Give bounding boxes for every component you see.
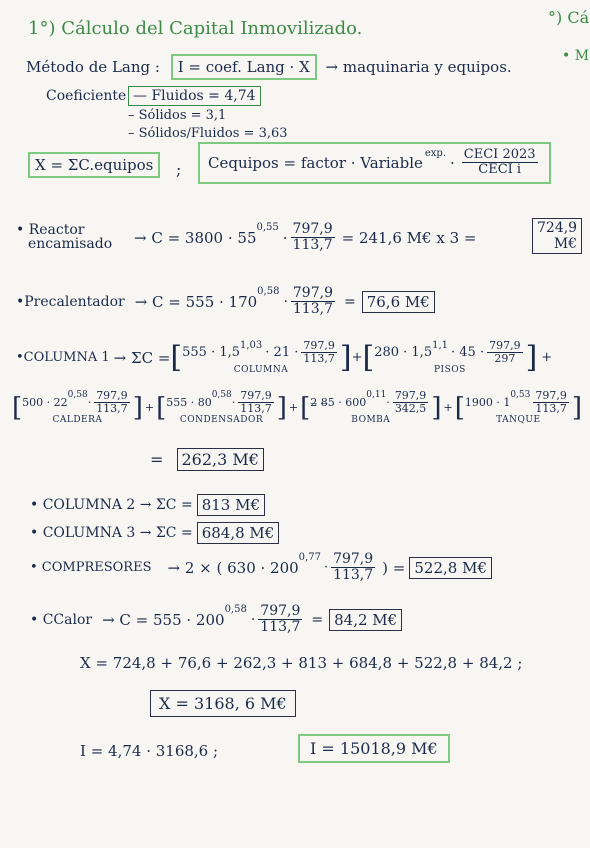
col1-term2-den: 297 — [494, 352, 516, 366]
col1-term3-exp: 0,58 — [67, 390, 88, 400]
reactor-result: = 241,6 M€ x 3 = — [341, 228, 477, 247]
ccalor-num: 797,9 — [260, 603, 301, 619]
col1-term4-label: CONDENSADOR — [179, 415, 264, 426]
col1-term5-exp: 0,11 — [366, 390, 387, 400]
precalentador-eq: = — [343, 293, 356, 310]
edge-note-2: • M — [562, 48, 590, 64]
compresores-name: • COMPRESORES — [30, 560, 152, 576]
precalentador-expr: → C = 555 · 170 — [134, 292, 258, 311]
ccalor-eq: = — [311, 611, 324, 628]
col1-boxed: 262,3 M€ — [177, 448, 264, 471]
reactor-name-2: encamisado — [28, 236, 113, 252]
method-arrow-note: → maquinaria y equipos. — [325, 58, 512, 76]
separator: ; — [176, 160, 182, 179]
ccalor-den: 113,7 — [260, 619, 301, 636]
col1-term6-label: TANQUE — [496, 415, 541, 426]
col2-name: • COLUMNA 2 → ΣC = — [30, 497, 193, 513]
method-row — [26, 54, 512, 80]
col1-term1-exp: 1,03 — [240, 340, 263, 351]
precalentador-boxed: 76,6 M€ — [362, 291, 435, 313]
col1-term4-den: 113,7 — [240, 402, 272, 416]
precalentador-den: 113,7 — [292, 301, 333, 318]
precalentador-name: Precalentador — [24, 293, 125, 310]
compresores-expr: → 2 × ( 630 · 200 — [167, 558, 299, 577]
col1-term6-num: 797,9 — [535, 389, 567, 402]
col1-term1: 555 · 1,5 — [182, 345, 241, 361]
reactor-name-1: • Reactor — [16, 222, 85, 238]
columna1-name: COLUMNA 1 — [23, 350, 110, 366]
col1-term1-num: 797,9 — [303, 339, 335, 352]
exponent-label: exp. — [424, 148, 447, 159]
reactor-calc: → C = 3800 · 55 $^{0,55}$ · $\frac{797,9}{113,7}$ = 241,6 M€ x 3 = — [134, 221, 477, 254]
x-definition-box — [28, 152, 160, 178]
col1-term3-label: CALDERA — [52, 415, 103, 426]
col1-term1-den: 113,7 — [303, 352, 335, 366]
page-title: 1°) Cálculo del Capital Inmovilizado. — [28, 18, 363, 39]
ceci-2023: CECI 2023 — [463, 147, 536, 162]
x-result-box — [150, 690, 296, 717]
col1-term4-num: 797,9 — [240, 389, 272, 402]
col1-plus-2: + — [541, 350, 553, 366]
col2-boxed: 813 M€ — [197, 494, 265, 516]
col1-term5: 2̶ 8̶5 · 600 — [310, 396, 367, 410]
method-label: Método de Lang : — [26, 58, 160, 76]
precalentador-exp: 0,58 — [257, 286, 280, 297]
col1-plus-4: + — [288, 401, 299, 415]
coef-fluids — [128, 86, 261, 106]
x-definition: X = ΣC.equipos — [35, 156, 154, 174]
reactor-exp: 0,55 — [256, 222, 279, 233]
compresores-row: • COMPRESORES → 2 × ( 630 · 200 $^{0,77}$ · $\frac{797,9}{113,7}$ ) = 522,8 M€ — [30, 552, 492, 584]
reactor-num: 797,9 — [292, 221, 333, 237]
col1-term4-exp: 0,58 — [211, 390, 232, 400]
columna3-row — [30, 522, 279, 544]
col1-term1-mid: · 21 · — [265, 345, 299, 361]
col1-eq: = — [150, 450, 164, 469]
reactor-boxed — [532, 218, 582, 254]
col1-term6-exp: 0,53 — [510, 390, 531, 400]
reactor-boxed-unit: M€ — [553, 236, 578, 252]
columna1-row-2: [ 500 · 22 $^{0,58}$ · $\frac{797,9}{113,7}$ CALDERA ] + [ 555 · 80 $^{0,58}$ · $\frac{797,9}{113,7}$ CONDENSADOR ] + [ 2̶ 8̶5 · 600 $^{0,11}$ · $\frac{797,9}{342,5}$ BOMBA ] + [ 1900 · 1 $^{0,53}$ $\frac{797,9}{113,7}$ TANQUE ] — [12, 389, 583, 426]
ccalor-row: • CCalor → C = 555 · 200 $^{0,58}$ · $\frac{797,9}{113,7}$ = 84,2 M€ — [30, 604, 402, 636]
col1-term5-label: BOMBA — [351, 415, 391, 426]
col1-plus-3: + — [144, 401, 155, 415]
col1-term3-den: 113,7 — [96, 402, 128, 416]
compresores-close: ) = — [382, 558, 406, 577]
col1-plus-5: + — [443, 401, 453, 415]
reactor-boxed-value: 724,9 — [537, 220, 578, 236]
col1-term3: 500 · 22 — [22, 396, 68, 410]
col1-term6: 1900 · 1 — [464, 396, 511, 410]
col1-term1-label: COLUMNA — [233, 365, 289, 376]
reactor-expr: → C = 3800 · 55 — [134, 228, 257, 247]
col1-term2-mid: · 45 · — [451, 345, 485, 361]
col1-term2-num: 797,9 — [489, 339, 521, 352]
col3-name: • COLUMNA 3 → ΣC = — [30, 525, 193, 541]
compresores-exp: 0,77 — [298, 552, 321, 563]
columna1-expr: → ΣC = — [113, 348, 171, 367]
precalentador-num: 797,9 — [292, 285, 333, 301]
col1-term6-den: 113,7 — [535, 402, 567, 416]
columna1-row-1: • COLUMNA 1 → ΣC = [ 555 · 1,5 $^{1,03}$ · 21 · $\frac{797,9}{113,7}$ COLUMNA ] + [ 280 · 1,5 $^{1,1}$ · 45 · $\frac{797,9}{297}$ PISOS ] + — [16, 339, 553, 376]
col1-term3-num: 797,9 — [96, 389, 128, 402]
coef-label: Coeficiente — [46, 88, 127, 104]
coef-solids: – Sólidos = 3,1 — [128, 108, 227, 123]
col1-term5-num: 797,9 — [394, 389, 427, 402]
lang-formula-box — [171, 54, 317, 80]
i-expression: I = 4,74 · 3168,6 ; — [80, 742, 219, 760]
col1-term2-label: PISOS — [433, 365, 466, 376]
coef-mixed: – Sólidos/Fluidos = 3,63 — [128, 126, 288, 141]
i-result: I = 15018,9 M€ — [310, 739, 438, 758]
col1-term2-exp: 1,1 — [432, 340, 448, 351]
ccalor-name: • CCalor — [30, 611, 93, 628]
x-result: X = 3168, 6 M€ — [150, 690, 296, 717]
ccalor-expr: → C = 555 · 200 — [102, 610, 225, 629]
edge-note-1: °) Cá — [548, 8, 590, 27]
compresores-den: 113,7 — [333, 567, 374, 584]
sum-x: X = 724,8 + 76,6 + 262,3 + 813 + 684,8 + 522,8 + 84,2 ; — [80, 654, 523, 672]
coef-fluids-text: — Fluidos = 4,74 — [128, 86, 261, 106]
ccalor-boxed: 84,2 M€ — [329, 609, 402, 631]
columna2-row — [30, 494, 265, 516]
columna1-result — [150, 448, 264, 471]
compresores-boxed: 522,8 M€ — [409, 557, 492, 579]
col3-boxed: 684,8 M€ — [197, 522, 280, 544]
col1-term2: 280 · 1,5 — [374, 345, 433, 361]
c-equipos-box: Cequipos = factor · Variable $^{exp.}$ · $\frac{\text{CECI 2023}}{\text{CECI i}}$ — [198, 142, 551, 184]
lang-formula: I = coef. Lang · X — [177, 58, 310, 76]
precalentador-row: • Precalentador → C = 555 · 170 $^{0,58}$ · $\frac{797,9}{113,7}$ = 76,6 M€ — [16, 286, 435, 318]
ceci-i: CECI i — [478, 162, 522, 178]
col1-term5-den: 342,5 — [394, 402, 427, 416]
reactor-den: 113,7 — [292, 237, 333, 254]
ccalor-exp: 0,58 — [224, 604, 247, 615]
col1-plus-1: + — [351, 350, 363, 366]
i-result-box — [298, 734, 450, 763]
c-equipos-formula: Cequipos = factor · Variable — [208, 153, 423, 172]
col1-term4: 555 · 80 — [166, 396, 212, 410]
compresores-num: 797,9 — [333, 551, 374, 567]
